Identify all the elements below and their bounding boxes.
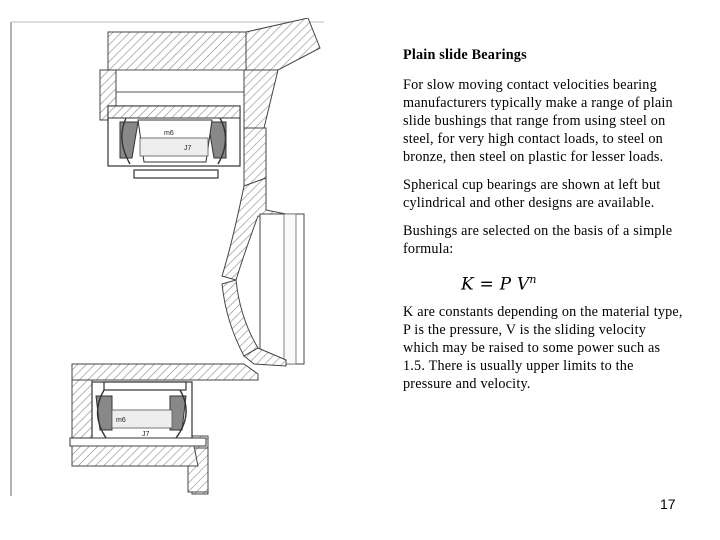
paragraph-constants: K are constants depending on the material type, P is the pressure, V is the sliding velocity which may be raised to some power such as 1.5. There is usually upper limits to the pressure and velocity. [403,303,683,392]
formula [403,268,685,297]
formula-p: P [499,274,512,295]
slide-text [403,46,685,403]
upper-label-j7: J7 [184,145,192,152]
formula-equals: = [479,274,494,295]
formula-exponent: n [529,273,537,286]
lower-label-j7: J7 [142,431,150,438]
upper-label-m6: m6 [164,130,174,137]
upper-bearing [108,106,240,178]
paragraph-spherical: Spherical cup bearings are shown at left but cylindrical and other designs are available. [403,177,661,211]
page-number: 17 [660,496,676,512]
bearing-cross-section-figure [8,18,326,498]
lower-label-m6: m6 [116,417,126,424]
formula-k: K [461,274,474,295]
paragraph-intro: For slow moving contact velocities bearing manufacturers typically make a range of plain slide bushings that range from using steel on steel, for very high contact loads, to steel on bronze, then steel on plastic for lesser loads. [403,77,673,165]
paragraph-formula-intro: Bushings are selected on the basis of a simple formula: [403,223,673,257]
formula-v: V [516,274,530,295]
slide-title: Plain slide Bearings [403,47,527,63]
